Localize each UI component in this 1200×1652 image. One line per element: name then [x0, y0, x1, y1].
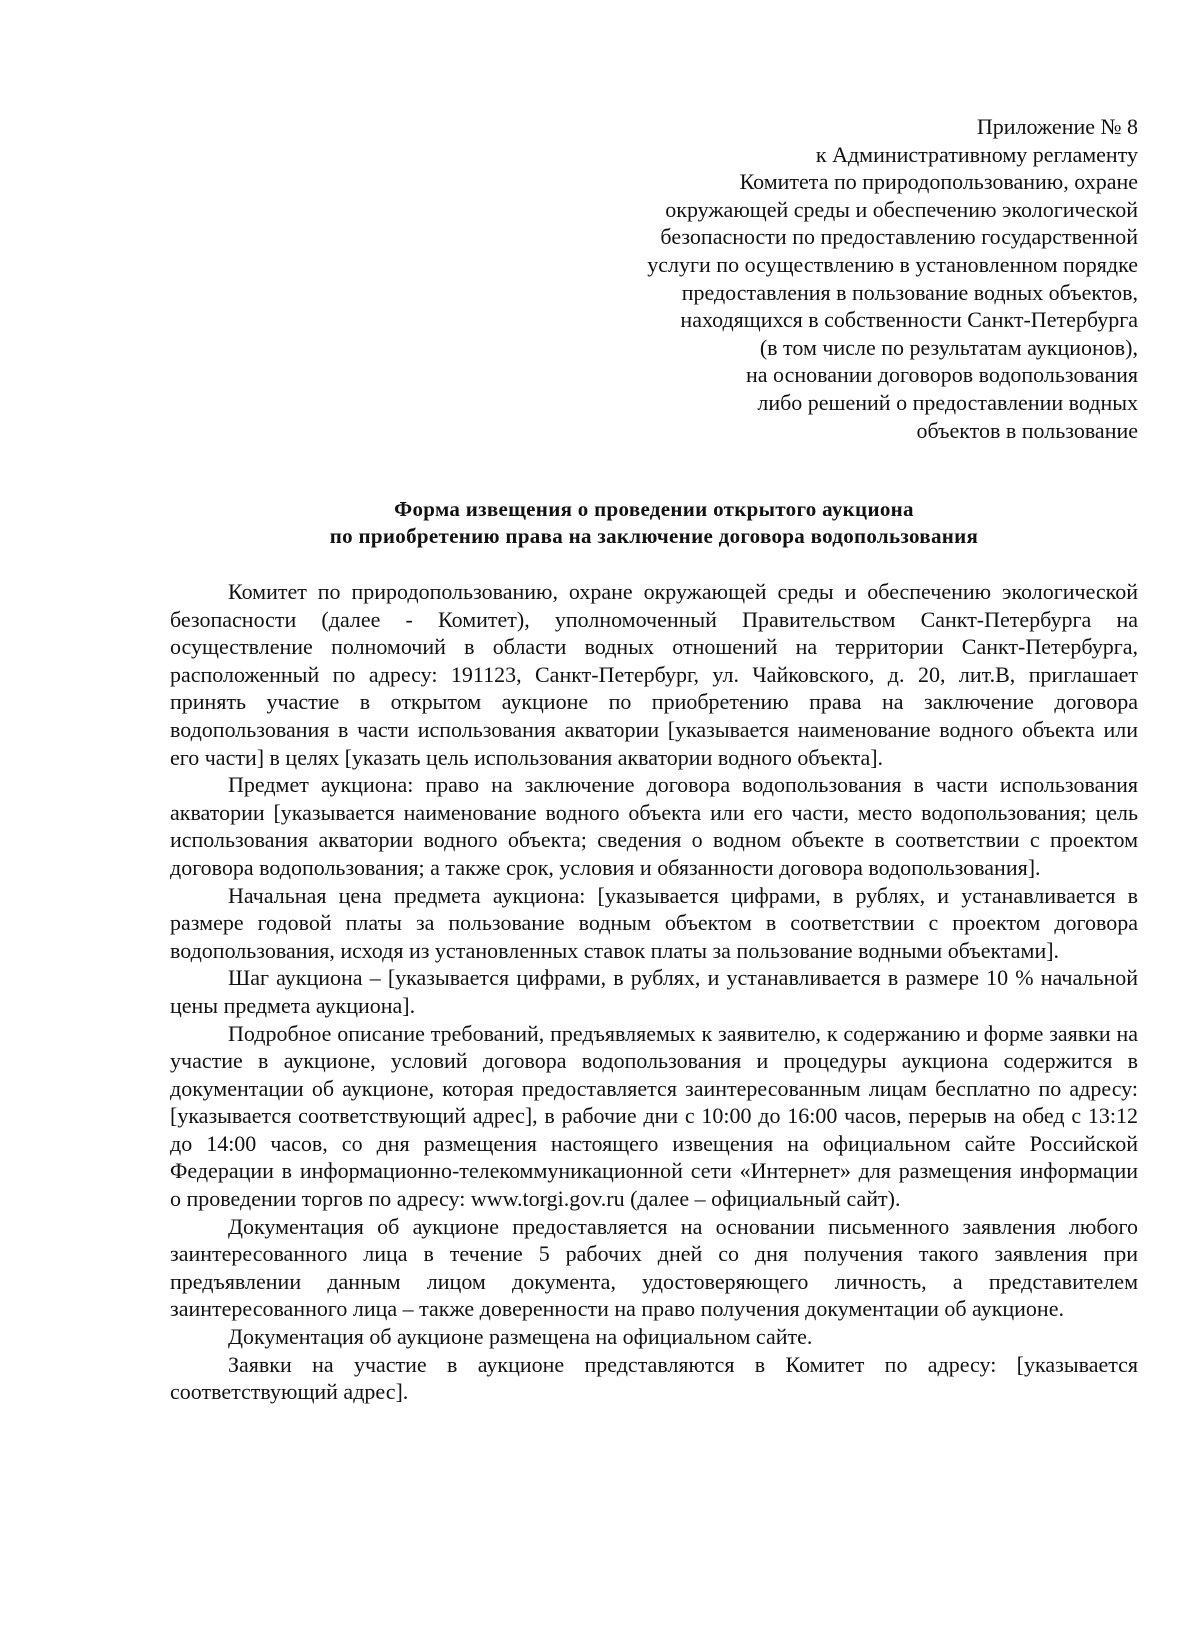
paragraph-requirements: Подробное описание требований, предъявляемых к заявителю, к содержанию и форме заявки на участие в аукционе, условий договора водопользования и процедуры аукциона содержится в документации об аукционе, которая предоставляется заинтересованным лицам бесплатно по адресу: [указывается соответствующий адрес], в рабочие дни с 10:00 до 16:00 часов, перерыв на обед с 13:12 до 14:00 часов, со дня размещения настоящего извещения на официальном сайте Российской Федерации в информационно-телекоммуникационной сети «Интернет» для размещения информации о проведении торгов по адресу: www.torgi.gov.ru (далее – официальный сайт).	[170, 1020, 1138, 1212]
document-title	[170, 496, 1138, 550]
paragraph-documentation-published: Документация об аукционе размещена на официальном сайте.	[228, 1324, 813, 1350]
appendix-line: Приложение № 8	[976, 114, 1138, 139]
title-line-1: Форма извещения о проведении открытого аукциона	[394, 497, 914, 521]
appendix-line: предоставления в пользование водных объектов,	[681, 279, 1138, 305]
document-body	[170, 578, 1138, 1406]
appendix-line: либо решений о предоставлении водных	[757, 389, 1138, 415]
paragraph-documentation-provision: Документация об аукционе предоставляется на основании письменного заявления любого заинтересованного лица в течение 5 рабочих дней со дня получения такого заявления при предъявлении данным лицом документа, удостоверяющего личность, а представителем заинтересованного лица – также доверенности на право получения документации об аукционе.	[170, 1213, 1138, 1322]
appendix-header	[518, 113, 1138, 444]
paragraph-applications: Заявки на участие в аукционе представляются в Комитет по адресу: [указывается соответствующий адрес].	[170, 1351, 1138, 1405]
paragraph-committee-invitation: Комитет по природопользованию, охране окружающей среды и обеспечению экологической безопасности (далее - Комитет), уполномоченный Правительством Санкт-Петербурга на осуществление полномочий в области водных отношений на территории Санкт-Петербурга, расположенный по адресу: 191123, Санкт-Петербург, ул. Чайковского, д. 20, лит.В, приглашает принять участие в открытом аукционе по приобретению права на заключение договора водопользования в части использования акватории [указывается наименование водного объекта или его части] в целях [указать цель использования акватории водного объекта].	[170, 579, 1138, 770]
appendix-line: услуги по осуществлению в установленном порядке	[647, 251, 1138, 277]
paragraph-auction-step: Шаг аукциона – [указывается цифрами, в рублях, и устанавливается в размере 10 % начальной цены предмета аукциона].	[170, 965, 1138, 1018]
appendix-line: безопасности по предоставлению государственной	[660, 224, 1138, 250]
appendix-line: окружающей среды и обеспечению экологической	[665, 196, 1138, 222]
appendix-line: на основании договоров водопользования	[746, 362, 1138, 388]
paragraph-auction-subject: Предмет аукциона: право на заключение договора водопользования в части использования акватории [указывается наименование водного объекта или его части, место водопользования; цель использования акватории водного объекта; сведения о водном объекте в соответствии с проектом договора водопользования; а также срок, условия и обязанности договора водопользования].	[170, 772, 1138, 880]
appendix-line: к Административному регламенту	[815, 141, 1138, 167]
appendix-line: объектов в пользование	[916, 417, 1138, 443]
appendix-line: находящихся в собственности Санкт-Петербурга	[680, 307, 1138, 333]
appendix-line: Комитета по природопользованию, охране	[739, 169, 1138, 195]
paragraph-starting-price: Начальная цена предмета аукциона: [указывается цифрами, в рублях, и устанавливается в размере годовой платы за пользование водным объектом в соответствии с проектом договора водопользования, исходя из установленных ставок платы за пользование водными объектами].	[170, 882, 1138, 963]
appendix-line: (в том числе по результатам аукционов),	[759, 334, 1138, 360]
title-line-2: по приобретению права на заключение договора водопользования	[329, 524, 979, 548]
